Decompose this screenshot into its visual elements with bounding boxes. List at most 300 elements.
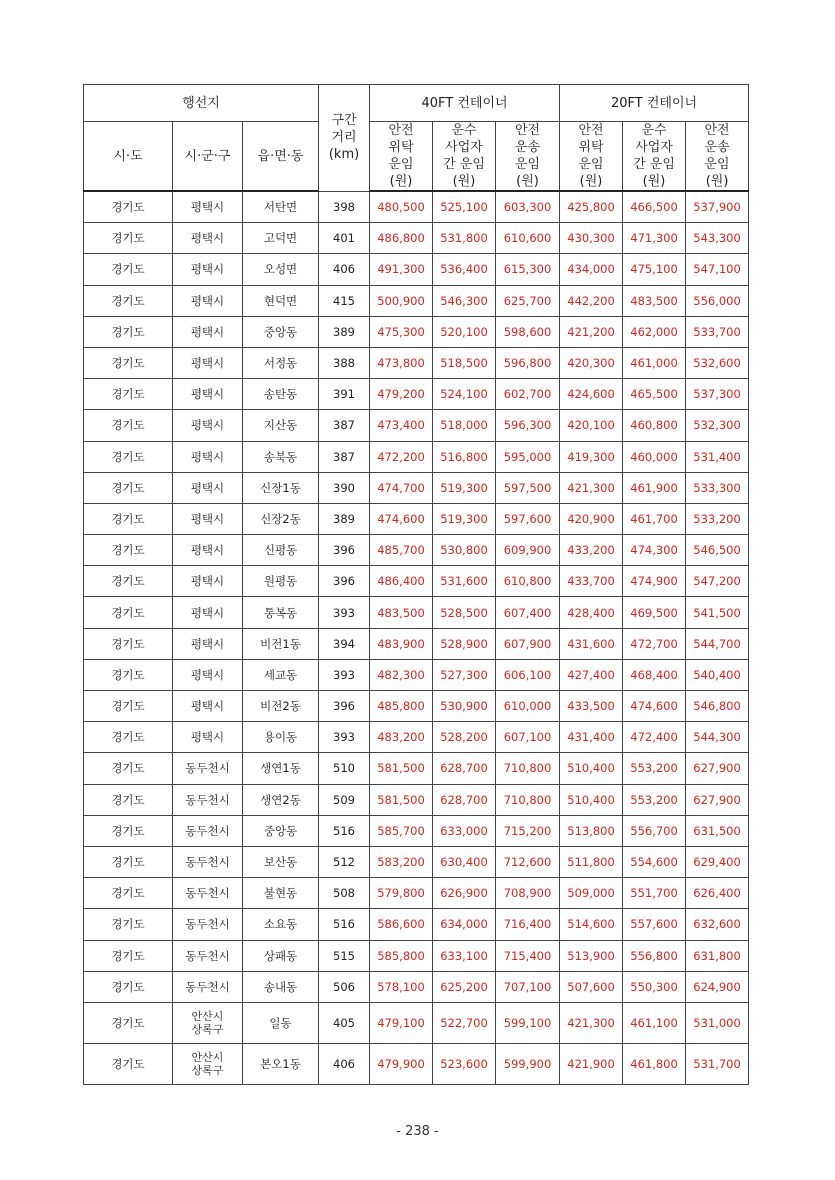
header-city: 시·군·구 [173,122,243,192]
cell-20ft-transport: 531,400 [686,441,749,472]
cell-20ft-carrier: 551,700 [623,878,686,909]
table-row [84,846,749,877]
cell-40ft-transport: 708,900 [496,878,560,909]
cell-40ft-trust: 491,300 [370,254,433,285]
cell-distance: 401 [319,223,370,254]
cell-province: 경기도 [84,815,173,846]
cell-40ft-carrier: 630,400 [433,846,496,877]
cell-20ft-carrier: 468,400 [623,659,686,690]
cell-province: 경기도 [84,628,173,659]
header-distance-label: 구간 거리 (km) [328,113,360,163]
cell-20ft-carrier: 553,200 [623,784,686,815]
cell-province: 경기도 [84,347,173,378]
table-row [84,597,749,628]
table-row [84,1002,749,1043]
cell-town: 오성면 [243,254,319,285]
cell-40ft-trust: 479,100 [370,1002,433,1043]
cell-40ft-trust: 485,800 [370,691,433,722]
cell-city: 평택시 [173,441,243,472]
cell-20ft-transport: 547,200 [686,566,749,597]
cell-20ft-trust: 442,200 [560,285,623,316]
cell-province: 경기도 [84,1002,173,1043]
cell-city: 평택시 [173,722,243,753]
cell-40ft-carrier: 536,400 [433,254,496,285]
cell-province: 경기도 [84,316,173,347]
header-destination: 행선지 [84,85,319,122]
cell-distance: 391 [319,379,370,410]
table-row [84,441,749,472]
table-row [84,878,749,909]
table-row [84,659,749,690]
cell-town: 용이동 [243,722,319,753]
cell-city: 동두천시 [173,878,243,909]
cell-city: 평택시 [173,503,243,534]
table-row [84,254,749,285]
cell-20ft-trust: 420,100 [560,410,623,441]
table-row [84,410,749,441]
table-row [84,285,749,316]
cell-20ft-transport: 537,300 [686,379,749,410]
table-row [84,691,749,722]
cell-20ft-trust: 433,200 [560,535,623,566]
cell-distance: 390 [319,472,370,503]
table-row [84,722,749,753]
cell-town: 중앙동 [243,815,319,846]
cell-20ft-transport: 627,900 [686,784,749,815]
cell-40ft-carrier: 527,300 [433,659,496,690]
cell-40ft-trust: 473,400 [370,410,433,441]
cell-40ft-transport: 606,100 [496,659,560,690]
cell-40ft-carrier: 518,000 [433,410,496,441]
header-40ft-trust: 안전 위탁 운임 (원) [370,122,433,192]
cell-province: 경기도 [84,535,173,566]
cell-20ft-transport: 541,500 [686,597,749,628]
cell-20ft-carrier: 461,100 [623,1002,686,1043]
cell-20ft-carrier: 460,800 [623,410,686,441]
cell-40ft-trust: 479,200 [370,379,433,410]
cell-40ft-carrier: 628,700 [433,753,496,784]
cell-40ft-carrier: 531,800 [433,223,496,254]
cell-distance: 506 [319,971,370,1002]
cell-40ft-carrier: 520,100 [433,316,496,347]
cell-40ft-trust: 581,500 [370,753,433,784]
cell-40ft-trust: 579,800 [370,878,433,909]
cell-40ft-transport: 625,700 [496,285,560,316]
cell-20ft-transport: 531,700 [686,1043,749,1084]
cell-province: 경기도 [84,846,173,877]
cell-40ft-transport: 610,800 [496,566,560,597]
cell-20ft-transport: 544,700 [686,628,749,659]
cell-40ft-carrier: 634,000 [433,909,496,940]
cell-40ft-carrier: 516,800 [433,441,496,472]
cell-40ft-transport: 598,600 [496,316,560,347]
cell-city: 평택시 [173,254,243,285]
table-row [84,472,749,503]
cell-city: 안산시 상록구 [173,1043,243,1084]
cell-city: 평택시 [173,191,243,223]
cell-20ft-trust: 434,000 [560,254,623,285]
table-row [84,535,749,566]
cell-city: 동두천시 [173,909,243,940]
cell-city: 동두천시 [173,940,243,971]
cell-province: 경기도 [84,285,173,316]
cell-40ft-carrier: 524,100 [433,379,496,410]
cell-province: 경기도 [84,1043,173,1084]
cell-40ft-trust: 483,900 [370,628,433,659]
cell-town: 신장2동 [243,503,319,534]
header-20ft-transport: 안전 운송 운임 (원) [686,122,749,192]
cell-city: 평택시 [173,379,243,410]
cell-town: 중앙동 [243,316,319,347]
cell-distance: 398 [319,191,370,223]
cell-40ft-carrier: 628,700 [433,784,496,815]
cell-town: 세교동 [243,659,319,690]
cell-town: 신장1동 [243,472,319,503]
page-number: - 238 - [396,1124,439,1139]
cell-20ft-transport: 546,500 [686,535,749,566]
cell-20ft-trust: 420,900 [560,503,623,534]
header-40ft-carrier: 운수 사업자 간 운임 (원) [433,122,496,192]
cell-province: 경기도 [84,940,173,971]
cell-town: 본오1동 [243,1043,319,1084]
cell-20ft-carrier: 483,500 [623,285,686,316]
header-40ft: 40FT 컨테이너 [370,85,560,122]
cell-town: 소요동 [243,909,319,940]
table-row [84,503,749,534]
cell-40ft-trust: 472,200 [370,441,433,472]
cell-20ft-carrier: 465,500 [623,379,686,410]
cell-20ft-trust: 419,300 [560,441,623,472]
cell-town: 신평동 [243,535,319,566]
cell-province: 경기도 [84,223,173,254]
cell-40ft-transport: 609,900 [496,535,560,566]
cell-distance: 396 [319,691,370,722]
cell-20ft-transport: 537,900 [686,191,749,223]
cell-20ft-trust: 510,400 [560,753,623,784]
cell-province: 경기도 [84,691,173,722]
cell-20ft-carrier: 557,600 [623,909,686,940]
cell-40ft-transport: 610,600 [496,223,560,254]
cell-20ft-transport: 627,900 [686,753,749,784]
cell-40ft-carrier: 530,800 [433,535,496,566]
table-body [84,191,749,1084]
cell-20ft-trust: 430,300 [560,223,623,254]
cell-province: 경기도 [84,254,173,285]
cell-distance: 393 [319,659,370,690]
cell-distance: 389 [319,503,370,534]
table-row [84,628,749,659]
cell-city: 평택시 [173,597,243,628]
cell-20ft-trust: 507,600 [560,971,623,1002]
cell-town: 비전2동 [243,691,319,722]
cell-40ft-transport: 596,800 [496,347,560,378]
cell-20ft-carrier: 474,300 [623,535,686,566]
cell-distance: 512 [319,846,370,877]
cell-province: 경기도 [84,659,173,690]
table-row [84,223,749,254]
cell-40ft-transport: 596,300 [496,410,560,441]
cell-20ft-carrier: 471,300 [623,223,686,254]
cell-40ft-transport: 715,400 [496,940,560,971]
cell-40ft-transport: 610,000 [496,691,560,722]
cell-40ft-transport: 615,300 [496,254,560,285]
cell-20ft-carrier: 550,300 [623,971,686,1002]
rate-table [83,84,749,1085]
cell-20ft-carrier: 472,400 [623,722,686,753]
cell-20ft-transport: 629,400 [686,846,749,877]
cell-20ft-trust: 510,400 [560,784,623,815]
cell-20ft-transport: 532,600 [686,347,749,378]
cell-20ft-trust: 431,400 [560,722,623,753]
header-distance [319,85,370,192]
cell-40ft-transport: 607,100 [496,722,560,753]
cell-40ft-trust: 585,700 [370,815,433,846]
cell-20ft-transport: 556,000 [686,285,749,316]
cell-20ft-transport: 631,800 [686,940,749,971]
cell-20ft-transport: 540,400 [686,659,749,690]
cell-20ft-trust: 421,300 [560,1002,623,1043]
cell-city: 동두천시 [173,971,243,1002]
cell-40ft-trust: 482,300 [370,659,433,690]
cell-20ft-transport: 544,300 [686,722,749,753]
cell-40ft-transport: 710,800 [496,784,560,815]
header-20ft-carrier: 운수 사업자 간 운임 (원) [623,122,686,192]
cell-40ft-carrier: 633,000 [433,815,496,846]
cell-20ft-carrier: 474,600 [623,691,686,722]
cell-40ft-trust: 583,200 [370,846,433,877]
cell-40ft-carrier: 518,500 [433,347,496,378]
cell-20ft-carrier: 556,700 [623,815,686,846]
cell-20ft-carrier: 461,800 [623,1043,686,1084]
cell-40ft-trust: 480,500 [370,191,433,223]
cell-city: 안산시 상록구 [173,1002,243,1043]
cell-20ft-carrier: 474,900 [623,566,686,597]
cell-town: 송탄동 [243,379,319,410]
cell-distance: 406 [319,1043,370,1084]
header-20ft-trust: 안전 위탁 운임 (원) [560,122,623,192]
cell-20ft-carrier: 475,100 [623,254,686,285]
cell-20ft-trust: 421,300 [560,472,623,503]
cell-province: 경기도 [84,441,173,472]
cell-distance: 388 [319,347,370,378]
cell-40ft-trust: 581,500 [370,784,433,815]
cell-province: 경기도 [84,784,173,815]
cell-province: 경기도 [84,410,173,441]
cell-20ft-transport: 631,500 [686,815,749,846]
cell-20ft-carrier: 472,700 [623,628,686,659]
cell-town: 통복동 [243,597,319,628]
cell-20ft-carrier: 461,000 [623,347,686,378]
cell-20ft-carrier: 461,900 [623,472,686,503]
cell-20ft-trust: 514,600 [560,909,623,940]
cell-province: 경기도 [84,191,173,223]
cell-40ft-trust: 486,400 [370,566,433,597]
cell-40ft-transport: 716,400 [496,909,560,940]
cell-town: 일동 [243,1002,319,1043]
cell-distance: 396 [319,535,370,566]
cell-20ft-trust: 513,900 [560,940,623,971]
cell-town: 서탄면 [243,191,319,223]
cell-40ft-transport: 595,000 [496,441,560,472]
cell-20ft-trust: 421,900 [560,1043,623,1084]
cell-40ft-transport: 715,200 [496,815,560,846]
cell-town: 불현동 [243,878,319,909]
cell-city: 동두천시 [173,815,243,846]
cell-distance: 515 [319,940,370,971]
cell-40ft-carrier: 546,300 [433,285,496,316]
cell-town: 송북동 [243,441,319,472]
cell-city: 평택시 [173,659,243,690]
cell-20ft-transport: 533,700 [686,316,749,347]
table-row [84,940,749,971]
cell-city: 평택시 [173,628,243,659]
cell-40ft-carrier: 531,600 [433,566,496,597]
cell-20ft-trust: 511,800 [560,846,623,877]
cell-distance: 393 [319,597,370,628]
cell-20ft-carrier: 556,800 [623,940,686,971]
table-row [84,347,749,378]
cell-20ft-transport: 546,800 [686,691,749,722]
cell-town: 상패동 [243,940,319,971]
cell-40ft-transport: 712,600 [496,846,560,877]
header-province: 시·도 [84,122,173,192]
table-row [84,1043,749,1084]
cell-town: 원평동 [243,566,319,597]
cell-40ft-transport: 710,800 [496,753,560,784]
cell-20ft-transport: 626,400 [686,878,749,909]
cell-40ft-trust: 500,900 [370,285,433,316]
cell-20ft-transport: 624,900 [686,971,749,1002]
cell-40ft-transport: 607,400 [496,597,560,628]
cell-40ft-carrier: 522,700 [433,1002,496,1043]
table-row [84,753,749,784]
cell-40ft-trust: 486,800 [370,223,433,254]
cell-city: 평택시 [173,285,243,316]
cell-province: 경기도 [84,753,173,784]
cell-40ft-transport: 602,700 [496,379,560,410]
cell-distance: 516 [319,815,370,846]
cell-40ft-trust: 474,700 [370,472,433,503]
cell-40ft-trust: 483,200 [370,722,433,753]
cell-distance: 405 [319,1002,370,1043]
cell-town: 송내동 [243,971,319,1002]
cell-20ft-trust: 425,800 [560,191,623,223]
cell-40ft-trust: 578,100 [370,971,433,1002]
cell-20ft-trust: 513,800 [560,815,623,846]
cell-20ft-carrier: 461,700 [623,503,686,534]
cell-40ft-carrier: 626,900 [433,878,496,909]
cell-20ft-transport: 632,600 [686,909,749,940]
cell-40ft-trust: 586,600 [370,909,433,940]
cell-city: 평택시 [173,472,243,503]
cell-40ft-carrier: 625,200 [433,971,496,1002]
cell-distance: 509 [319,784,370,815]
cell-distance: 508 [319,878,370,909]
cell-city: 동두천시 [173,784,243,815]
cell-20ft-carrier: 469,500 [623,597,686,628]
cell-40ft-transport: 707,100 [496,971,560,1002]
cell-city: 평택시 [173,347,243,378]
cell-distance: 406 [319,254,370,285]
cell-20ft-carrier: 553,200 [623,753,686,784]
cell-province: 경기도 [84,472,173,503]
cell-40ft-carrier: 530,900 [433,691,496,722]
cell-20ft-trust: 509,000 [560,878,623,909]
cell-distance: 516 [319,909,370,940]
cell-20ft-trust: 427,400 [560,659,623,690]
cell-20ft-trust: 431,600 [560,628,623,659]
table-row [84,909,749,940]
cell-20ft-trust: 428,400 [560,597,623,628]
table-row [84,191,749,223]
cell-province: 경기도 [84,503,173,534]
cell-20ft-transport: 531,000 [686,1002,749,1043]
cell-distance: 394 [319,628,370,659]
cell-40ft-trust: 585,800 [370,940,433,971]
cell-40ft-carrier: 523,600 [433,1043,496,1084]
cell-distance: 387 [319,441,370,472]
table-row [84,316,749,347]
cell-town: 서정동 [243,347,319,378]
cell-40ft-carrier: 525,100 [433,191,496,223]
cell-40ft-trust: 475,300 [370,316,433,347]
table-row [84,815,749,846]
header-town: 읍·면·동 [243,122,319,192]
cell-20ft-carrier: 460,000 [623,441,686,472]
cell-40ft-trust: 479,900 [370,1043,433,1084]
cell-city: 평택시 [173,316,243,347]
cell-province: 경기도 [84,722,173,753]
cell-distance: 387 [319,410,370,441]
cell-town: 생연2동 [243,784,319,815]
header-40ft-transport: 안전 운송 운임 (원) [496,122,560,192]
cell-province: 경기도 [84,566,173,597]
table-row [84,566,749,597]
cell-distance: 415 [319,285,370,316]
header-20ft: 20FT 컨테이너 [560,85,749,122]
table-row [84,379,749,410]
cell-distance: 393 [319,722,370,753]
cell-40ft-transport: 597,600 [496,503,560,534]
cell-20ft-trust: 433,700 [560,566,623,597]
cell-distance: 389 [319,316,370,347]
cell-town: 고덕면 [243,223,319,254]
table-row [84,784,749,815]
cell-40ft-transport: 597,500 [496,472,560,503]
cell-city: 평택시 [173,410,243,441]
cell-40ft-carrier: 528,200 [433,722,496,753]
cell-40ft-carrier: 528,500 [433,597,496,628]
cell-40ft-carrier: 519,300 [433,472,496,503]
cell-20ft-carrier: 462,000 [623,316,686,347]
table-row [84,971,749,1002]
cell-40ft-carrier: 633,100 [433,940,496,971]
cell-distance: 510 [319,753,370,784]
cell-town: 지산동 [243,410,319,441]
cell-40ft-carrier: 528,900 [433,628,496,659]
cell-city: 평택시 [173,691,243,722]
cell-20ft-transport: 533,300 [686,472,749,503]
cell-town: 보산동 [243,846,319,877]
cell-20ft-transport: 533,200 [686,503,749,534]
cell-city: 평택시 [173,566,243,597]
cell-distance: 396 [319,566,370,597]
cell-40ft-transport: 599,900 [496,1043,560,1084]
cell-20ft-trust: 420,300 [560,347,623,378]
cell-40ft-transport: 607,900 [496,628,560,659]
cell-town: 비전1동 [243,628,319,659]
cell-province: 경기도 [84,971,173,1002]
